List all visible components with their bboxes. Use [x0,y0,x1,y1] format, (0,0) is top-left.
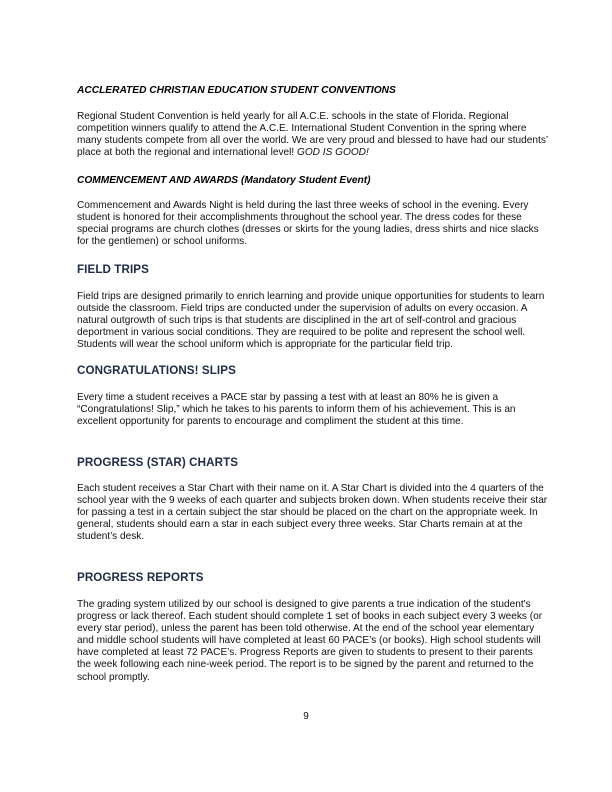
page-number: 9 [303,711,309,722]
heading-commencement-awards: COMMENCEMENT AND AWARDS (Mandatory Student Event) [77,175,371,186]
text-line: for passing a test in a certain subject the star should be placed on the chart on the appropriate week. In [77,507,538,519]
paragraph-commencement-awards [77,200,599,248]
text-line: The grading system utilized by our school is designed to give parents a true indication of the student's [77,599,531,610]
paragraph-congratulations-slips [77,392,599,428]
heading-field-trips: FIELD TRIPS [77,263,149,276]
text-line: for the gentlemen) or school uniforms. [77,236,247,248]
paragraph-field-trips [77,291,599,351]
text-line: and middle school students will have completed at least 60 PACE’s (or books). High school students will [77,635,541,647]
text-line: progress or lack thereof. Each student should complete 1 set of books in each subject every 3 weeks (or [77,611,543,623]
text-line: Every time a student receives a PACE star by passing a test with at least an 80% he is given a [77,392,499,403]
paragraph-progress-star-charts [77,483,599,543]
text-line: competition winners qualify to attend the A.C.E. International Student Convention in the spring where [77,123,527,135]
emphasis-text: GOD IS GOOD! [296,147,369,159]
text-line: excellent opportunity for parents to encourage and compliment the student at this time. [77,416,464,428]
text-line: have completed at least 72 PACE’s. Progress Reports are given to students to present to their parents [77,647,533,659]
text-line: special programs are church clothes (dresses or skirts for the young ladies, dress shirts and nice slacks [77,224,539,236]
text-line: school promptly. [77,671,150,683]
heading-progress-reports: PROGRESS REPORTS [77,571,204,584]
text-line: student is honored for their accomplishments throughout the school year. The dress codes for these [77,212,522,224]
text-line: Field trips are designed primarily to enrich learning and provide unique opportunities for students to learn [77,291,545,302]
heading-progress-star-charts: PROGRESS (STAR) CHARTS [77,456,239,469]
paragraph-student-conventions [77,111,599,159]
text-line: every star period), unless the parent has been told otherwise. At the end of the school year elementary [77,623,535,635]
text-line: general, students should earn a star in each subject every three weeks. Star Charts remain at at the [77,519,523,531]
text-line: place at both the regional and international level! [77,147,297,159]
text-line: Students will wear the school uniform which is appropriate for the particular field trip. [77,339,453,351]
text-line: Each student receives a Star Chart with their name on it. A Star Chart is divided into the 4 quarters of the [77,483,544,494]
text-line: student’s desk. [77,531,145,543]
text-line: school year with the 9 weeks of each quarter and subjects broken down. When students receive their star [77,495,548,507]
text-line: “Congratulations! Slip,” which he takes to his parents to inform them of his achievement. This is an [77,404,516,416]
text-line: outside the classroom. Field trips are conducted under the supervision of adults on every occasion. A [77,303,528,315]
text-line: the week following each nine-week period. The report is to be signed by the parent and returned to the [77,659,534,671]
text-line-with-emphasis [77,147,599,159]
heading-student-conventions: ACCLERATED CHRISTIAN EDUCATION STUDENT CONVENTIONS [77,85,396,96]
text-line: Regional Student Convention is held yearly for all A.C.E. schools in the state of Florida. Regional [77,111,509,122]
text-line: many students compete from all over the world. We are very proud and blessed to have had our students’ [77,135,549,147]
paragraph-progress-reports [77,599,599,684]
text-line: natural outgrowth of such trips is that students are disciplined in the art of self-control and gracious [77,315,517,327]
heading-congratulations-slips: CONGRATULATIONS! SLIPS [77,364,236,377]
text-line: deportment in various social conditions. They are required to be polite and represent the school well. [77,327,526,339]
text-line: Commencement and Awards Night is held during the last three weeks of school in the evening. Every [77,200,529,211]
